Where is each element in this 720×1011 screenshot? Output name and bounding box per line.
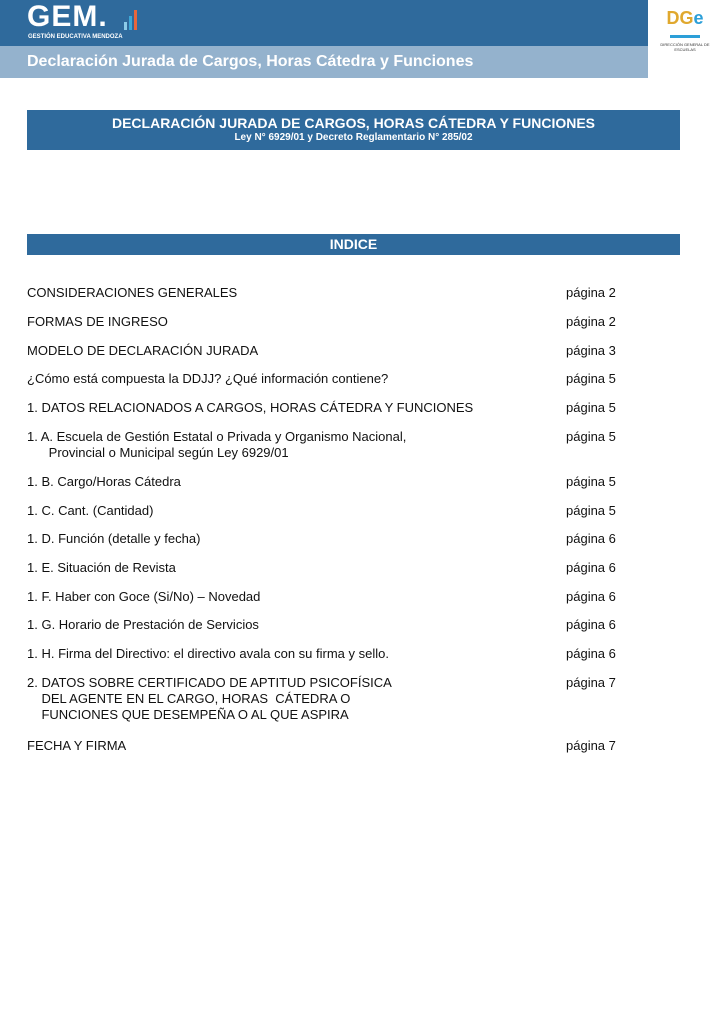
index-entry-label: MODELO DE DECLARACIÓN JURADA (27, 343, 259, 358)
document-subtitle: Declaración Jurada de Cargos, Horas Cátedra y Funciones (27, 53, 474, 70)
index-entry-page: página 2 (566, 314, 616, 329)
subtitle-bar (0, 46, 648, 78)
index-entry-page: página 5 (566, 400, 616, 415)
index-entry-label: FECHA Y FIRMA (27, 738, 127, 753)
index-entry-label: 1. D. Función (detalle y fecha) (27, 531, 201, 546)
header-bar (0, 0, 648, 46)
index-entry-page: página 5 (566, 429, 616, 444)
index-entry-page: página 2 (566, 285, 616, 300)
index-entry-page: página 3 (566, 343, 616, 358)
index-entry-page: página 7 (566, 675, 616, 690)
index-entry-label: CONSIDERACIONES GENERALES (27, 285, 238, 300)
index-entry-page: página 6 (566, 531, 616, 546)
index-entry-label: 1. G. Horario de Prestación de Servicios (27, 617, 259, 632)
index-entry-label: 1. H. Firma del Directivo: el directivo avala con su firma y sello. (27, 646, 389, 661)
index-entry-label: 1. E. Situación de Revista (27, 560, 176, 575)
title-box (27, 110, 680, 150)
index-entry-page: página 7 (566, 738, 616, 753)
index-entry-label: 1. F. Haber con Goce (Si/No) – Novedad (27, 589, 261, 604)
index-entry-label: 2. DATOS SOBRE CERTIFICADO DE APTITUD PSICOFÍSICA DEL AGENTE EN EL CARGO, HORAS CÁTEDRA O FUNCIONES QUE DESEMPEÑA O AL QUE ASPIRA (27, 675, 392, 722)
gem-logo: GEM. (27, 0, 108, 33)
index-entry-page: página 6 (566, 589, 616, 604)
index-entry-page: página 5 (566, 503, 616, 518)
index-heading: INDICE (27, 234, 680, 255)
index-entry-page: página 6 (566, 646, 616, 661)
index-entry-label: 1. DATOS RELACIONADOS A CARGOS, HORAS CÁTEDRA Y FUNCIONES (27, 400, 474, 415)
index-entry-label: 1. B. Cargo/Horas Cátedra (27, 474, 181, 489)
dge-logo: DGe DIRECCIÓN GENERAL DE ESCUELAS (660, 8, 710, 52)
index-entry-label: 1. A. Escuela de Gestión Estatal o Privada y Organismo Nacional, Provincial o Municipal según Ley 6929/01 (27, 429, 407, 460)
index-entry-page: página 5 (566, 474, 616, 489)
index-entry-page: página 6 (566, 617, 616, 632)
document-title: DECLARACIÓN JURADA DE CARGOS, HORAS CÁTEDRA Y FUNCIONES (111, 115, 596, 131)
index-entry-page: página 5 (566, 371, 616, 386)
gem-logo-bars (124, 10, 137, 30)
index-entry-label: FORMAS DE INGRESO (27, 314, 168, 329)
index-entry-label: ¿Cómo está compuesta la DDJJ? ¿Qué información contiene? (27, 371, 389, 386)
law-reference: Ley N° 6929/01 y Decreto Reglamentario N° 285/02 (234, 132, 473, 143)
index-entry-page: página 6 (566, 560, 616, 575)
gem-logo-subtitle: GESTIÓN EDUCATIVA MENDOZA (28, 34, 123, 40)
index-entry-label: 1. C. Cant. (Cantidad) (27, 503, 154, 518)
